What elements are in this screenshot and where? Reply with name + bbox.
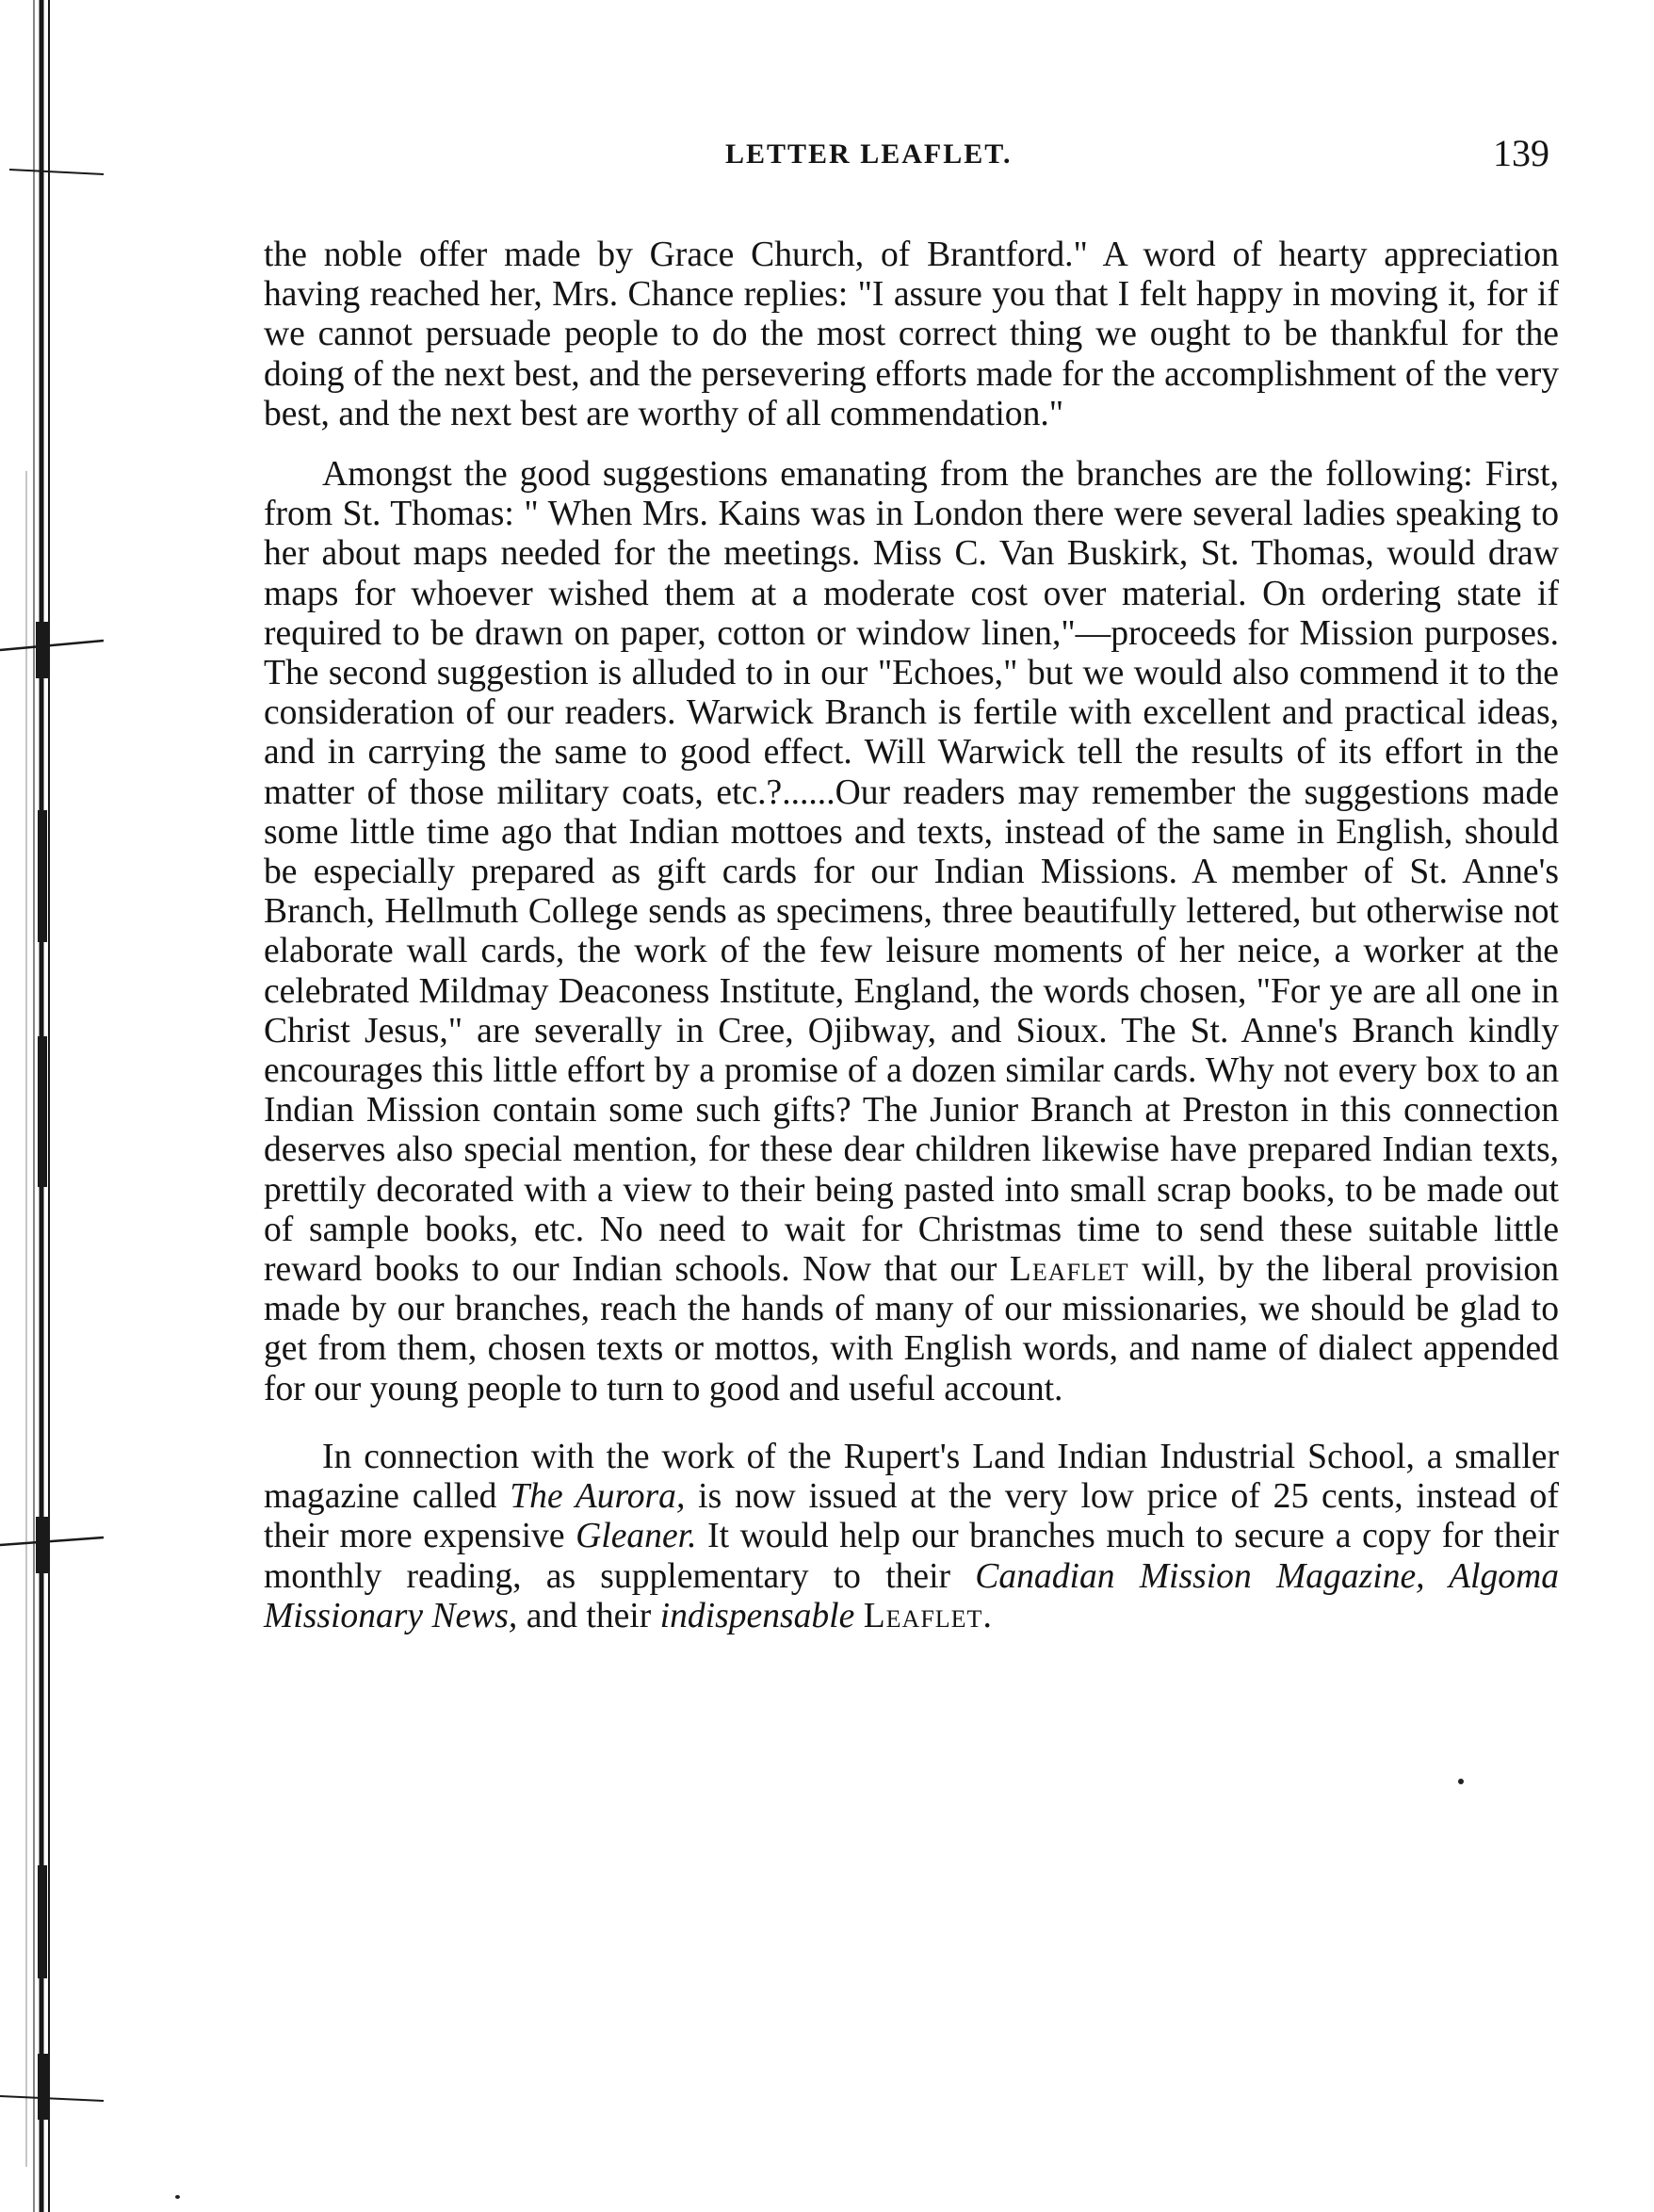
page-header (264, 132, 1559, 184)
paragraph-2 (264, 455, 1559, 1409)
paragraph-3-space (854, 1597, 863, 1635)
paragraph-3-end: . (982, 1596, 992, 1635)
paragraph-3-text-4: and their (517, 1596, 660, 1635)
paragraph-1 (264, 236, 1559, 434)
paragraph-3 (264, 1438, 1559, 1636)
paragraph-2-text-end: will, by the liberal provision made by our branches, reach the hands of many of our missionaries, we should be glad to get from them, chosen texts or mottos, with English words, and name of dialect appended for our young people to turn to good and useful account. (264, 1250, 1559, 1408)
paragraph-3-text: In connection with the work of the Rupert's Land Indian Industrial School, a smaller magazine called (264, 1437, 1559, 1517)
article-body (264, 236, 1559, 1636)
magazine-titles: Canadian Mission Magazine, Algoma Missionary News, (264, 1556, 1559, 1635)
gleaner-title: Gleaner. (576, 1517, 697, 1556)
paragraph-3-text-3: It would help our branches much to secure a copy for their monthly reading, as supplementary to their (264, 1517, 1559, 1596)
paragraph-2-text: Amongst the good suggestions emanating from the branches are the following: First, from St. Thomas: " When Mrs. Kains was in London there were several ladies speaking to her about maps needed for the meetings. Miss C. Van Buskirk, St. Thomas, would draw maps for whoever wished them at a moderate cost over material. On ordering state if required to be drawn on paper, cotton or window linen,"—proceeds for Mission purposes. The second suggestion is alluded to in our "Echoes," but we would also commend it to the consideration of our readers. Warwick Branch is fertile with excellent and practical ideas, and in carrying the same to good effect. Will Warwick tell the results of its effort in the matter of those military coats, etc.?......Our readers may remember the suggestions made some little time ago that Indian mottoes and texts, instead of the same in English, should be especially prepared as gift cards for our Indian Missions. A member of St. Anne's Branch, Hellmuth College sends as specimens, three beautifully lettered, but otherwise not elaborate wall cards, the work of the few leisure moments of her neice, a worker at the celebrated Mildmay Deaconess Institute, England, the words chosen, "For ye are all one in Christ Jesus," are severally in Cree, Ojibway, and Sioux. The St. Anne's Branch kindly encourages this little effort by a promise of a dozen similar cards. Why not every box to an Indian Mission contain some such gifts? The Junior Branch at Preston in this connection deserves also special mention, for these dear children likewise have prepared Indian texts, prettily decorated with a view to their being pasted into small scrap books, to be made out of sample books, etc. No need to wait for Christmas time to send these suitable little reward books to our Indian schools. Now that our (264, 455, 1559, 1290)
print-speck (175, 2195, 180, 2199)
print-speck (1458, 1779, 1464, 1784)
page-number: 139 (1493, 132, 1549, 174)
leaflet-word-final: Leaflet (863, 1596, 983, 1635)
indispensable-word: indispensable (659, 1596, 855, 1635)
paragraph-1-text: the noble offer made by Grace Church, of Brantford." A word of hearty appreciation having reached her, Mrs. Chance replies: "I assure you that I felt happy in moving it, for if we cannot persuade people to do the most correct thing we ought to be thankful for the doing of the next best, and the persevering efforts made for the accomplishment of the very best, and the next best are worthy of all commendation." (264, 236, 1559, 433)
paragraph-3-text-2: is now issued at the very low price of 25 cents, instead of their more expensive (264, 1477, 1559, 1556)
leaflet-word: Leaflet (1009, 1250, 1129, 1290)
aurora-title: The Aurora, (510, 1477, 686, 1517)
running-head: LETTER LEAFLET. (725, 138, 1013, 170)
binding-edge-artifact (0, 0, 113, 2212)
